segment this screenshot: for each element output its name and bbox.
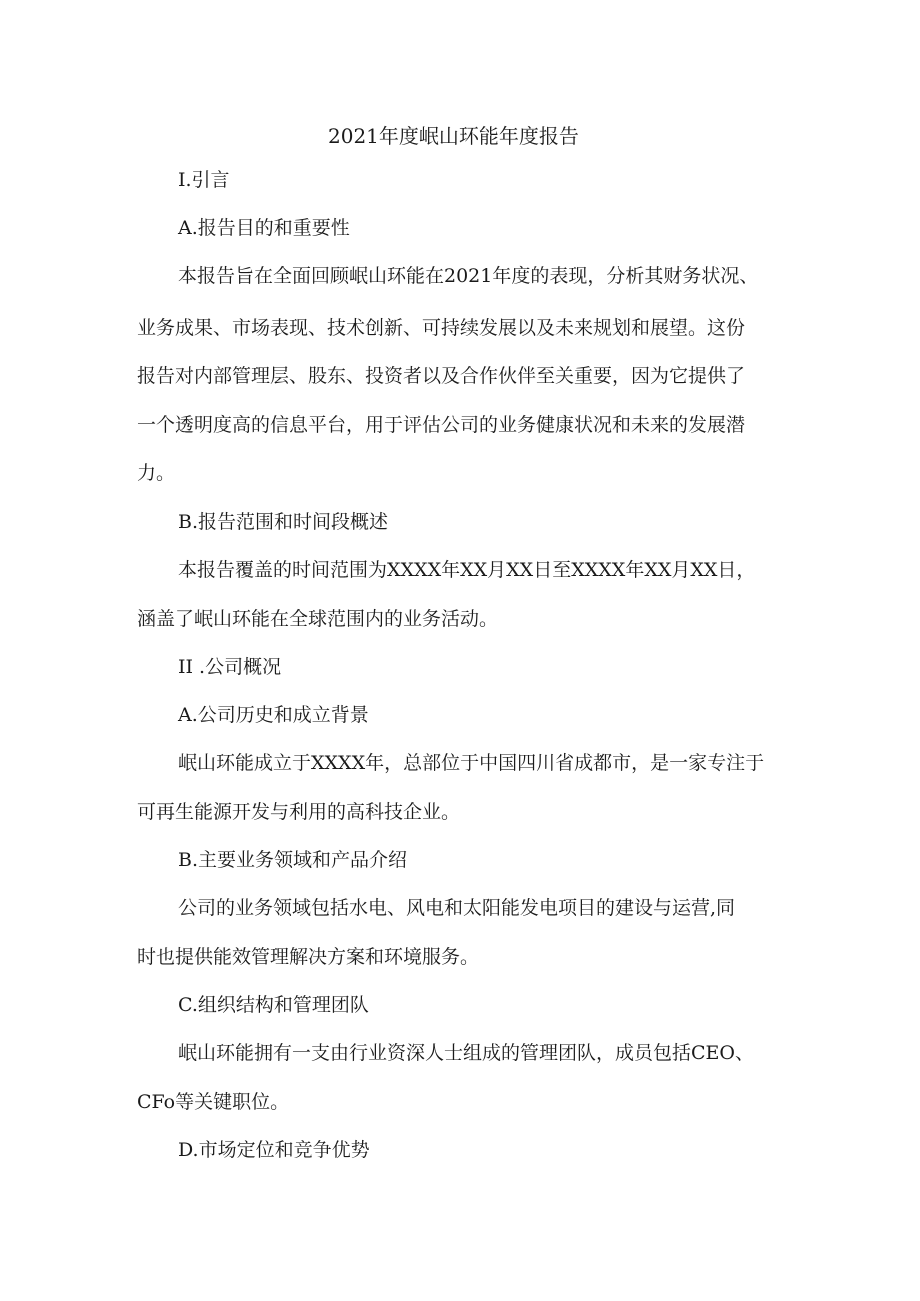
paragraph-line: 力。 xyxy=(137,462,176,484)
subsection-heading-history: A.公司历史和成立背景 xyxy=(178,704,369,726)
paragraph-line: 业务成果、市场表现、技术创新、可持续发展以及未来规划和展望。这份 xyxy=(137,317,746,339)
paragraph-line: 时也提供能效管理解决方案和环境服务。 xyxy=(137,946,480,968)
paragraph-line: 岷山环能成立于XXXX年，总部位于中国四川省成都市，是一家专注于 xyxy=(178,752,765,774)
section-heading-company-overview: II .公司概况 xyxy=(178,656,282,678)
paragraph-line: 岷山环能拥有一支由行业资深人士组成的管理团队，成员包括CEO、 xyxy=(178,1042,754,1064)
subsection-heading-purpose: A.报告目的和重要性 xyxy=(178,217,350,239)
document-title: 2021年度岷山环能年度报告 xyxy=(328,124,579,148)
paragraph-line: 可再生能源开发与利用的高科技企业。 xyxy=(137,801,461,823)
subsection-heading-scope: B.报告范围和时间段概述 xyxy=(178,511,389,533)
paragraph-line: 涵盖了岷山环能在全球范围内的业务活动。 xyxy=(137,608,499,630)
paragraph-line: 公司的业务领域包括水电、风电和太阳能发电项目的建设与运营,同 xyxy=(178,897,736,919)
subsection-heading-business: B.主要业务领域和产品介绍 xyxy=(178,849,408,871)
paragraph-line: 本报告旨在全面回顾岷山环能在2021年度的表现，分析其财务状况、 xyxy=(178,265,759,287)
paragraph-line: 本报告覆盖的时间范围为XXXX年XX月XX日至XXXX年XX月XX日， xyxy=(178,559,756,581)
paragraph-line: 一个透明度高的信息平台，用于评估公司的业务健康状况和未来的发展潜 xyxy=(137,414,746,436)
subsection-heading-organization: C.组织结构和管理团队 xyxy=(178,994,369,1016)
subsection-heading-market-position: D.市场定位和竞争优势 xyxy=(178,1139,370,1161)
paragraph-line: CFo等关键职位。 xyxy=(137,1091,290,1113)
section-heading-introduction: I.引言 xyxy=(178,169,230,191)
paragraph-line: 报告对内部管理层、股东、投资者以及合作伙伴至关重要，因为它提供了 xyxy=(137,365,746,387)
